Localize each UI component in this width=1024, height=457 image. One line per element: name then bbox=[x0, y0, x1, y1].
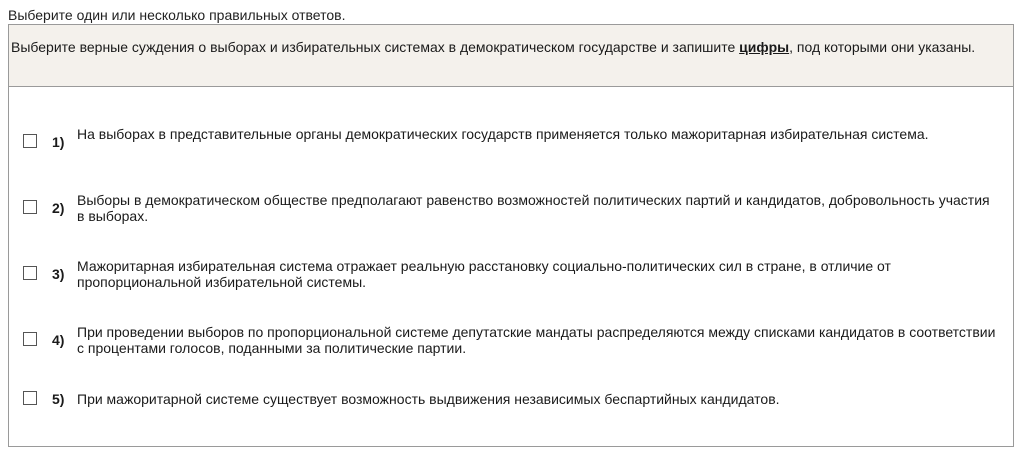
answer-number-1: 1) bbox=[52, 134, 65, 150]
answer-option-4[interactable] bbox=[9, 321, 1009, 361]
answer-number-3: 3) bbox=[52, 266, 65, 282]
answer-option-1[interactable] bbox=[9, 123, 1009, 163]
answer-option-5[interactable] bbox=[9, 388, 1009, 428]
question-text-end: , под которыми они указаны. bbox=[789, 39, 976, 55]
answer-checkbox-4[interactable] bbox=[23, 332, 37, 346]
answer-checkbox-1[interactable] bbox=[23, 134, 37, 148]
answer-number-2: 2) bbox=[52, 200, 65, 216]
answer-text-1: На выборах в представительные органы демократических государств применяется только мажоритарная избирательная система. bbox=[77, 126, 929, 142]
answer-option-2[interactable] bbox=[9, 189, 1009, 229]
answer-checkbox-2[interactable] bbox=[23, 200, 37, 214]
answer-checkbox-5[interactable] bbox=[23, 391, 37, 405]
question-text-start: Выберите верные суждения о выборах и избирательных системах в демократическом государстве и запишите bbox=[11, 39, 740, 55]
question-card bbox=[8, 24, 1014, 447]
question-emphasis: цифры bbox=[739, 39, 790, 55]
answer-number-4: 4) bbox=[52, 332, 65, 348]
instruction-text: Выберите один или несколько правильных ответов. bbox=[8, 7, 346, 23]
question-prompt bbox=[9, 25, 1013, 87]
answer-text-2: Выборы в демократическом обществе предполагают равенство возможностей политических партий и кандидатов, добровольность участия в выборах. bbox=[77, 192, 990, 224]
answer-checkbox-3[interactable] bbox=[23, 266, 37, 280]
answer-text-5: При мажоритарной системе существует возможность выдвижения независимых беспартийных кандидатов. bbox=[77, 391, 780, 407]
answer-option-3[interactable] bbox=[9, 255, 1009, 295]
answer-number-5: 5) bbox=[52, 391, 65, 407]
answer-text-4: При проведении выборов по пропорциональной системе депутатские мандаты распределяются между списками кандидатов в соответствии с процентами голосов, поданными за политические партии. bbox=[77, 324, 996, 356]
answer-text-3: Мажоритарная избирательная система отражает реальную расстановку социально-политических сил в стране, в отличие от пропорциональной избирательной системы. bbox=[77, 258, 891, 290]
